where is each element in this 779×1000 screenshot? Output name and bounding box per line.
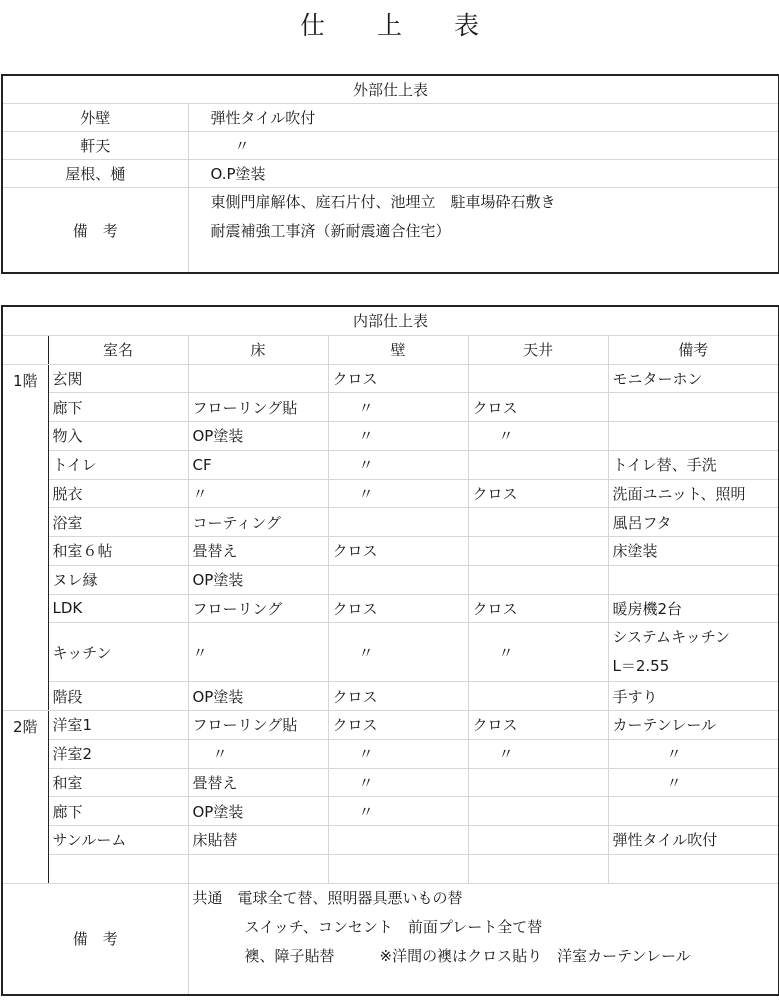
- room-note: [608, 623, 779, 682]
- ceiling-finish: 〃: [468, 623, 608, 682]
- floor-finish: フローリング貼: [188, 393, 328, 422]
- interior-note: スイッチ、コンセント 前面プレート全て替: [244, 917, 543, 936]
- ceiling-finish: クロス: [468, 711, 608, 740]
- ceiling-finish: [468, 508, 608, 537]
- exterior-finish-table: [1, 74, 779, 274]
- room-row: [2, 422, 779, 451]
- floor-finish: [188, 364, 328, 393]
- wall-finish: [328, 826, 468, 855]
- room-row: [2, 623, 779, 682]
- exterior-label: 軒天: [2, 132, 188, 160]
- room-note: 〃: [608, 739, 779, 768]
- room-name: 洋室1: [48, 711, 188, 740]
- exterior-label: 外壁: [2, 104, 188, 132]
- room-name: 浴室: [48, 508, 188, 537]
- room-row: [2, 594, 779, 623]
- interior-heading: 内部仕上表: [2, 306, 779, 335]
- wall-finish: 〃: [328, 393, 468, 422]
- room-note: 風呂フタ: [608, 508, 779, 537]
- wall-finish: 〃: [328, 422, 468, 451]
- column-header: 壁: [328, 335, 468, 364]
- room-note-line: システムキッチン: [612, 628, 730, 647]
- floor-finish: OP塗装: [188, 422, 328, 451]
- room-note: カーテンレール: [608, 711, 779, 740]
- wall-finish: クロス: [328, 537, 468, 566]
- interior-notes-label: 備 考: [2, 883, 188, 995]
- ceiling-finish: [468, 797, 608, 826]
- wall-finish: 〃: [328, 450, 468, 479]
- wall-finish: クロス: [328, 682, 468, 711]
- floor-finish: コーティング: [188, 508, 328, 537]
- room-name: 階段: [48, 682, 188, 711]
- interior-finish-table: [1, 305, 779, 996]
- ceiling-finish: [468, 826, 608, 855]
- room-note: 洗面ユニット、照明: [608, 479, 779, 508]
- exterior-note: 耐震補強工事済（新耐震適合住宅）: [210, 222, 451, 240]
- room-name: 物入: [48, 422, 188, 451]
- floor-finish: OP塗装: [188, 797, 328, 826]
- floor-finish: フローリング: [188, 594, 328, 623]
- room-row: [2, 739, 779, 768]
- exterior-label: 屋根、樋: [2, 160, 188, 188]
- wall-finish: 〃: [328, 739, 468, 768]
- floor-finish: 畳替え: [188, 768, 328, 797]
- floor-finish: フローリング貼: [188, 711, 328, 740]
- room-note: 〃: [608, 768, 779, 797]
- page-title: 仕 上 表: [300, 11, 501, 40]
- room-note: トイレ替、手洗: [608, 450, 779, 479]
- exterior-row: [2, 160, 779, 188]
- wall-finish: 〃: [328, 479, 468, 508]
- room-name: 玄関: [48, 364, 188, 393]
- ceiling-finish: [468, 537, 608, 566]
- ceiling-finish: 〃: [468, 422, 608, 451]
- exterior-value: O.P塗装: [188, 160, 779, 188]
- interior-notes-row: [2, 883, 779, 995]
- exterior-value: 弾性タイル吹付: [188, 104, 779, 132]
- room-name: 洋室2: [48, 739, 188, 768]
- room-name: LDK: [48, 594, 188, 623]
- exterior-note: 東側門扉解体、庭石片付、池埋立 駐車場砕石敷き: [210, 193, 556, 211]
- room-row: [2, 508, 779, 537]
- room-name: [48, 854, 188, 883]
- room-note: 手すり: [608, 682, 779, 711]
- room-name: ヌレ縁: [48, 565, 188, 594]
- room-note: 暖房機2台: [608, 594, 779, 623]
- exterior-heading: 外部仕上表: [2, 75, 779, 104]
- room-note: [608, 393, 779, 422]
- room-name: 和室: [48, 768, 188, 797]
- ceiling-finish: [468, 450, 608, 479]
- room-name: キッチン: [48, 623, 188, 682]
- ceiling-finish: クロス: [468, 393, 608, 422]
- ceiling-finish: クロス: [468, 479, 608, 508]
- room-row: [2, 565, 779, 594]
- room-row: [2, 682, 779, 711]
- floor-finish: 床貼替: [188, 826, 328, 855]
- room-row: [2, 826, 779, 855]
- room-row: [2, 364, 779, 393]
- floor-label: 2階: [2, 711, 48, 884]
- exterior-notes-label: 備 考: [2, 188, 188, 274]
- room-row: [2, 450, 779, 479]
- room-note: 床塗装: [608, 537, 779, 566]
- room-name: トイレ: [48, 450, 188, 479]
- room-note-line: L＝2.55: [612, 657, 670, 676]
- column-header: 床: [188, 335, 328, 364]
- exterior-row: [2, 104, 779, 132]
- room-name: サンルーム: [48, 826, 188, 855]
- interior-body: [2, 364, 779, 883]
- interior-note: 襖、障子貼替 ※洋間の襖はクロス貼り 洋室カーテンレール: [244, 946, 691, 965]
- ceiling-finish: [468, 565, 608, 594]
- wall-finish: クロス: [328, 364, 468, 393]
- wall-finish: 〃: [328, 797, 468, 826]
- floor-finish: OP塗装: [188, 565, 328, 594]
- column-header: 備考: [608, 335, 779, 364]
- ceiling-finish: クロス: [468, 594, 608, 623]
- floor-finish: 畳替え: [188, 537, 328, 566]
- room-row: [2, 768, 779, 797]
- interior-note: 共通 電球全て替、照明器具悪いもの替: [192, 888, 463, 907]
- column-header: 室名: [48, 335, 188, 364]
- room-row: [2, 711, 779, 740]
- room-row: [2, 797, 779, 826]
- room-note: モニターホン: [608, 364, 779, 393]
- room-name: 和室６帖: [48, 537, 188, 566]
- exterior-notes-row: [2, 188, 779, 274]
- wall-finish: [328, 508, 468, 537]
- floor-finish: OP塗装: [188, 682, 328, 711]
- floor-label: 1階: [2, 364, 48, 711]
- wall-finish: [328, 854, 468, 883]
- room-note: [608, 854, 779, 883]
- wall-finish: 〃: [328, 768, 468, 797]
- room-name: 廊下: [48, 797, 188, 826]
- wall-finish: クロス: [328, 594, 468, 623]
- ceiling-finish: [468, 768, 608, 797]
- column-header: 天井: [468, 335, 608, 364]
- room-note: 弾性タイル吹付: [608, 826, 779, 855]
- exterior-value: 〃: [188, 132, 779, 160]
- floor-finish: 〃: [188, 623, 328, 682]
- room-row: [2, 537, 779, 566]
- ceiling-finish: [468, 854, 608, 883]
- wall-finish: クロス: [328, 711, 468, 740]
- floor-finish: 〃: [188, 739, 328, 768]
- floor-finish: 〃: [188, 479, 328, 508]
- ceiling-finish: 〃: [468, 739, 608, 768]
- room-name: 廊下: [48, 393, 188, 422]
- exterior-row: [2, 132, 779, 160]
- room-row: [2, 854, 779, 883]
- room-note: [608, 797, 779, 826]
- room-row: [2, 479, 779, 508]
- wall-finish: [328, 565, 468, 594]
- floor-finish: [188, 854, 328, 883]
- floor-finish: CF: [188, 450, 328, 479]
- room-row: [2, 393, 779, 422]
- wall-finish: 〃: [328, 623, 468, 682]
- room-note: [608, 422, 779, 451]
- room-note: [608, 565, 779, 594]
- ceiling-finish: [468, 682, 608, 711]
- room-name: 脱衣: [48, 479, 188, 508]
- ceiling-finish: [468, 364, 608, 393]
